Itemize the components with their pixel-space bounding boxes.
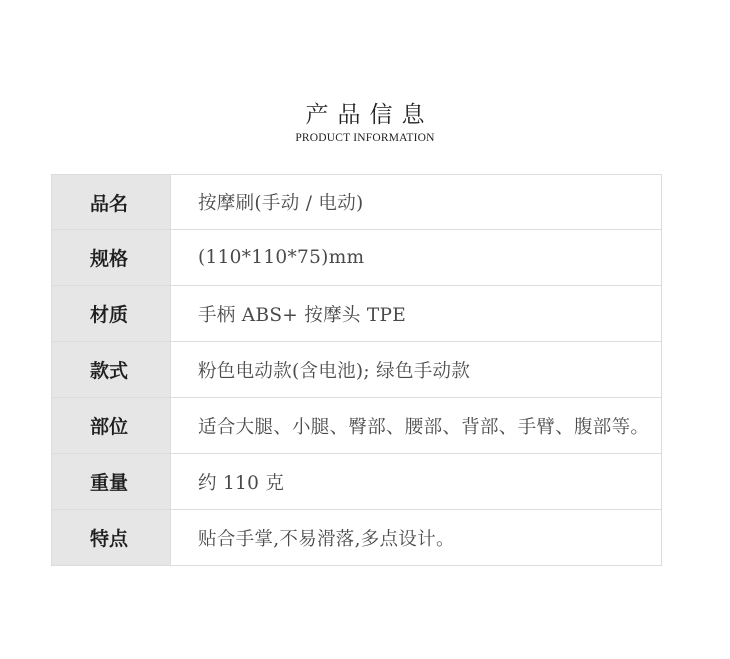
spec-value-size: (110*110*75)mm <box>171 230 662 285</box>
spec-row-features <box>51 510 662 566</box>
spec-row-body-area <box>51 398 662 454</box>
spec-value-style: 粉色电动款(含电池); 绿色手动款 <box>171 342 662 397</box>
spec-label-features: 特点 <box>51 510 171 565</box>
spec-row-style <box>51 342 662 398</box>
spec-label-weight: 重量 <box>51 454 171 509</box>
spec-label-style: 款式 <box>51 342 171 397</box>
spec-value-features: 贴合手掌,不易滑落,多点设计。 <box>171 510 662 565</box>
spec-row-weight <box>51 454 662 510</box>
spec-label-name: 品名 <box>51 175 171 229</box>
section-title-en: PRODUCT INFORMATION <box>295 132 435 144</box>
spec-label-material: 材质 <box>51 286 171 341</box>
spec-row-size <box>51 230 662 286</box>
spec-value-body-area: 适合大腿、小腿、臀部、腰部、背部、手臂、腹部等。 <box>171 398 662 453</box>
product-spec-table <box>51 174 662 566</box>
section-title-cn: 产品信息 <box>305 102 434 128</box>
section-heading <box>0 100 730 145</box>
spec-label-body-area: 部位 <box>51 398 171 453</box>
spec-value-weight: 约 110 克 <box>171 454 662 509</box>
spec-label-size: 规格 <box>51 230 171 285</box>
spec-row-name <box>51 174 662 230</box>
spec-value-name: 按摩刷(手动 / 电动) <box>171 175 662 229</box>
spec-row-material <box>51 286 662 342</box>
spec-value-material: 手柄 ABS+ 按摩头 TPE <box>171 286 662 341</box>
